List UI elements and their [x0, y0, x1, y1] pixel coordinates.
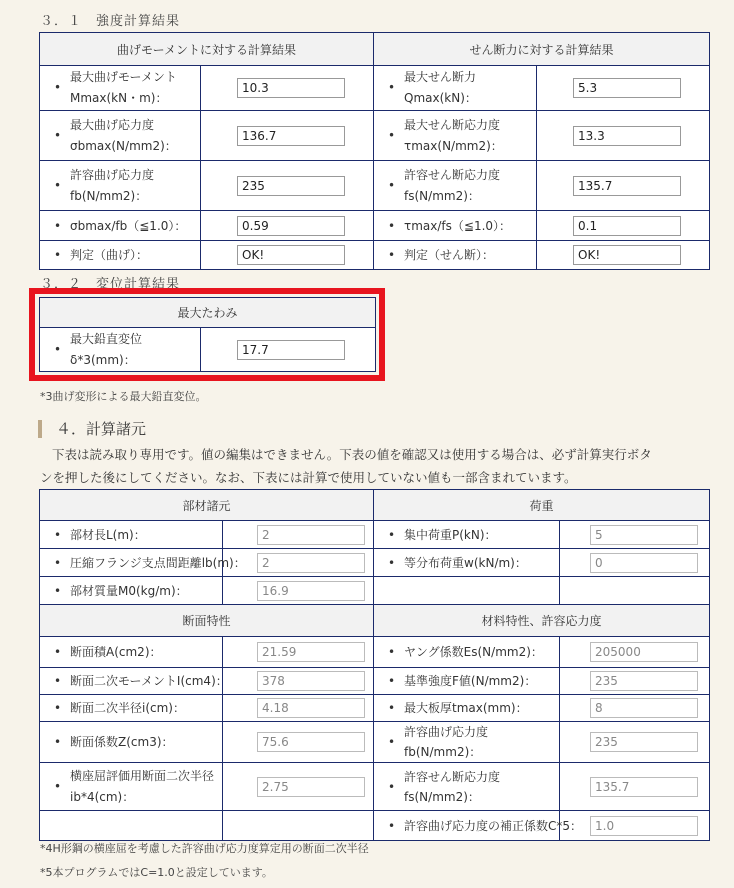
label-line2: fb(N/mm2)： — [70, 188, 148, 203]
member-mass-label: • 部材質量M0(kg/m)： — [40, 577, 223, 605]
member-mass-field[interactable]: 16.9 — [257, 581, 365, 601]
max-deflection-header: 最大たわみ — [40, 298, 376, 328]
point-load-label: • 集中荷重P(kN)： — [374, 521, 560, 549]
label-line1: 許容せん断応力度 — [404, 167, 501, 182]
shear-results-header: せん断力に対する計算結果 — [374, 33, 710, 66]
section-modulus-label: • 断面係数Z(cm3)： — [40, 722, 223, 763]
label-line1: 許容曲げ応力度 — [70, 167, 155, 182]
radius-of-gyration-field[interactable]: 4.18 — [257, 698, 365, 718]
allowable-bending-stress-field[interactable]: 235 — [237, 176, 345, 196]
section-title-specs: ４．計算諸元 — [56, 420, 147, 438]
radius-of-gyration-label: • 断面二次半径i(cm)： — [40, 695, 223, 722]
table-row — [40, 66, 710, 111]
moment-of-inertia-field[interactable]: 378 — [257, 671, 365, 691]
bending-ratio-label: • σbmax/fb（≦1.0）： — [40, 211, 201, 241]
table-row — [40, 763, 710, 811]
strength-results-table — [39, 32, 710, 270]
allowable-shear-stress-spec-label: • 許容せん断応力度fs(N/mm2)： — [374, 763, 560, 811]
distributed-load-field[interactable]: 0 — [590, 553, 698, 573]
max-bending-stress-label — [40, 111, 201, 161]
shear-judgement-field[interactable]: OK! — [573, 245, 681, 265]
table-row — [40, 577, 710, 605]
section-title-deflection: ３．２ 変位計算結果 — [40, 277, 181, 292]
sectional-area-label: • 断面積A(cm2)： — [40, 637, 223, 668]
label-line1: 最大曲げ応力度 — [70, 117, 155, 132]
section-properties-header: 断面特性 — [40, 605, 374, 637]
max-shear-force-label — [374, 66, 537, 111]
member-length-field[interactable]: 2 — [257, 525, 365, 545]
table-row — [40, 722, 710, 763]
heading-accent-bar — [38, 420, 42, 438]
standard-strength-label: • 基準強度F値(N/mm2)： — [374, 668, 560, 695]
table-row — [40, 668, 710, 695]
flange-support-distance-label: • 圧縮フランジ支点間距離lb(m)： — [40, 549, 223, 577]
table-row — [40, 161, 710, 211]
moment-of-inertia-label: • 断面二次モーメントI(cm4)： — [40, 668, 223, 695]
max-bending-moment-label — [40, 66, 201, 111]
allowable-bending-stress-label — [40, 161, 201, 211]
max-plate-thickness-label: • 最大板厚tmax(mm)： — [374, 695, 560, 722]
specs-table — [39, 489, 710, 841]
youngs-modulus-label: • ヤング係数Es(N/mm2)： — [374, 637, 560, 668]
max-bending-moment-field[interactable]: 10.3 — [237, 78, 345, 98]
allowable-shear-stress-label — [374, 161, 537, 211]
table-row — [40, 695, 710, 722]
max-shear-stress-field[interactable]: 13.3 — [573, 126, 681, 146]
distributed-load-label: • 等分布荷重w(kN/m)： — [374, 549, 560, 577]
table-row — [40, 637, 710, 668]
label-line2: ib*4(cm)： — [70, 789, 135, 804]
table-row — [40, 521, 710, 549]
label-line2: σbmax(N/mm2)： — [70, 138, 177, 153]
table-row — [40, 811, 710, 841]
label-line2: τmax(N/mm2)： — [404, 138, 503, 153]
footnote-4: *4H形鋼の横座屈を考慮した許容曲げ応力度算定用の断面二次半径 — [40, 842, 369, 855]
label-line1: 最大鉛直変位 — [70, 331, 143, 346]
correction-factor-label: • 許容曲げ応力度の補正係数C*5： — [374, 811, 560, 841]
specs-description-line1: 下表は読み取り専用です。値の編集はできません。下表の値を確認又は使用する場合は、必ず計算実行ボタ — [52, 447, 652, 462]
allowable-bending-stress-spec-field[interactable]: 235 — [590, 732, 698, 752]
label-line2: δ*3(mm)： — [70, 352, 136, 367]
label-line1: 最大せん断応力度 — [404, 117, 501, 132]
max-shear-force-field[interactable]: 5.3 — [573, 78, 681, 98]
deflection-results-table — [39, 297, 376, 372]
max-shear-stress-label — [374, 111, 537, 161]
section-modulus-field[interactable]: 75.6 — [257, 732, 365, 752]
lateral-buckling-radius-field[interactable]: 2.75 — [257, 777, 365, 797]
allowable-shear-stress-field[interactable]: 135.7 — [573, 176, 681, 196]
section-title-strength: ３．１ 強度計算結果 — [40, 14, 181, 29]
member-length-label: • 部材長L(m)： — [40, 521, 223, 549]
standard-strength-field[interactable]: 235 — [590, 671, 698, 691]
label-line1: 最大曲げモーメント — [70, 70, 177, 84]
table-row — [40, 549, 710, 577]
allowable-shear-stress-spec-field[interactable]: 135.7 — [590, 777, 698, 797]
label-line1: 横座屈評価用断面二次半径 — [70, 768, 215, 783]
shear-ratio-label: • τmax/fs（≦1.0）： — [374, 211, 537, 241]
label-line1: 最大せん断力 — [404, 70, 477, 84]
bending-judgement-field[interactable]: OK! — [237, 245, 345, 265]
table-row — [40, 328, 376, 372]
load-header: 荷重 — [374, 490, 710, 521]
material-properties-header: 材料特性、許容応力度 — [374, 605, 710, 637]
sectional-area-field[interactable]: 21.59 — [257, 642, 365, 662]
max-bending-stress-field[interactable]: 136.7 — [237, 126, 345, 146]
member-specs-header: 部材諸元 — [40, 490, 374, 521]
footnote-3: *3曲げ変形による最大鉛直変位。 — [40, 390, 207, 403]
table-row — [40, 211, 710, 241]
label-line2: Qmax(kN)： — [404, 91, 477, 105]
bending-results-header: 曲げモーメントに対する計算結果 — [40, 33, 374, 66]
bending-judgement-label: • 判定（曲げ）： — [40, 241, 201, 270]
bending-ratio-field[interactable]: 0.59 — [237, 216, 345, 236]
flange-support-distance-field[interactable]: 2 — [257, 553, 365, 573]
allowable-bending-stress-spec-label: • 許容曲げ応力度fb(N/mm2)： — [374, 722, 560, 763]
max-vertical-displacement-field[interactable]: 17.7 — [237, 340, 345, 360]
specs-description-line2: ンを押した後にしてください。なお、下表には計算で使用していない値も一部含まれています。 — [40, 470, 577, 485]
label-line2: Mmax(kN・m)： — [70, 91, 168, 105]
max-plate-thickness-field[interactable]: 8 — [590, 698, 698, 718]
point-load-field[interactable]: 5 — [590, 525, 698, 545]
lateral-buckling-radius-label — [40, 763, 223, 811]
table-row — [40, 111, 710, 161]
label-line2: fs(N/mm2)： — [404, 188, 480, 203]
correction-factor-field[interactable]: 1.0 — [590, 816, 698, 836]
footnote-5: *5本プログラムではC=1.0と設定しています。 — [40, 866, 273, 879]
max-vertical-displacement-label — [40, 328, 201, 372]
youngs-modulus-field[interactable]: 205000 — [590, 642, 698, 662]
shear-judgement-label: • 判定（せん断）： — [374, 241, 537, 270]
shear-ratio-field[interactable]: 0.1 — [573, 216, 681, 236]
table-row — [40, 241, 710, 270]
